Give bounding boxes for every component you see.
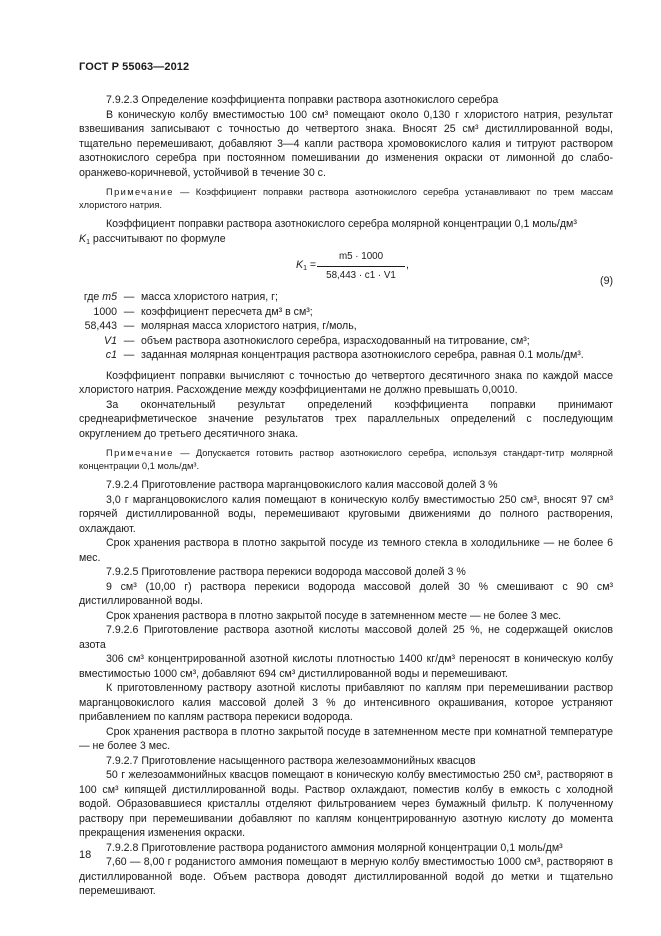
section-title: 7.9.2.4 Приготовление раствора марганцовокислого калия массовой долей 3 %: [106, 479, 498, 492]
section-title: 7.9.2.7 Приготовление насыщенного раствора железоаммонийных квасцов: [106, 754, 476, 767]
legend-row: [79, 334, 613, 349]
coefficient-symbol: K: [79, 232, 87, 245]
section-title: 7.9.2.8 Приготовление раствора роданистого аммония молярной концентрации 0,1 моль/дм³: [106, 841, 563, 854]
paragraph: За окончательный результат определений коэффициента поправки принимают среднеарифметическое значение результатов трех параллельных определений с последующим округлением до третьего десятичного знака.: [79, 398, 613, 440]
note: [79, 447, 613, 472]
legend-symbol-wrap: [79, 334, 117, 349]
page-number: 18: [79, 849, 92, 861]
paragraph: Срок хранения раствора в плотно закрытой посуде в затемненном месте — не более 3 мес.: [106, 609, 562, 622]
legend-symbol: c1: [105, 349, 117, 362]
legend-desc: объем раствора азотнокислого серебра, израсходованный на титрование, см³;: [141, 334, 530, 347]
legend-desc: коэффициент пересчета дм³ в см³;: [141, 305, 313, 318]
legend-symbol: m5: [102, 291, 117, 304]
section-title: 7.9.2.3 Определение коэффициента поправки раствора азотнокислого серебра: [106, 94, 499, 106]
formula-comma: ,: [406, 259, 409, 272]
legend-symbol: 1000: [93, 305, 117, 318]
paragraph: [79, 217, 613, 232]
document-header: ГОСТ Р 55063—2012: [79, 61, 190, 73]
legend-desc: масса хлористого натрия, г;: [141, 291, 278, 304]
legend-desc: заданная молярная концентрация раствора азотнокислого серебра, равная 0.1 моль/дм³.: [141, 349, 584, 362]
note-label: Примечание: [106, 187, 174, 197]
note-text: — Коэффициент поправки раствора азотнокислого серебра устанавливают по трем массам хлористого натрия.: [79, 187, 613, 210]
paragraph-text: рассчитывают по формуле: [89, 232, 226, 245]
section-title: 7.9.2.6 Приготовление раствора азотной кислоты массовой долей 25 %, не содержащей окислов азота: [79, 624, 613, 651]
legend-lead: [79, 290, 117, 305]
paragraph: 3,0 г марганцовокислого калия помещают в коническую колбу вместимостью 250 см³, вносят 97 см³ горячей дистиллированной воды, перемешивают круговыми движениями до полного растворения, охлаждают.: [79, 493, 613, 535]
note: [79, 186, 613, 211]
legend-dash: —: [123, 349, 135, 362]
formula-fraction: [317, 250, 405, 283]
legend-dash: —: [123, 320, 135, 333]
legend-dash: —: [123, 291, 135, 304]
legend-row: [79, 290, 613, 305]
legend-symbol: V1: [104, 334, 117, 347]
paragraph: 306 см³ концентрированной азотной кислоты плотностью 1400 кг/дм³ переносят в коническую колбу вместимостью 1000 см³, добавляют 694 см³ дистиллированной воды и перемешивают.: [79, 653, 613, 680]
formula-lhs: [296, 258, 316, 273]
formula-lhs-symbol: K: [296, 259, 304, 272]
legend-dash: —: [123, 334, 135, 347]
legend-symbol-wrap: [79, 348, 117, 363]
legend-dash: —: [123, 305, 135, 318]
paragraph: Коэффициент поправки вычисляют с точностью до четвертого десятичного знака по каждой массе хлористого натрия. Расхождение между коэффициентами не должно превышать 0,0010.: [79, 369, 613, 397]
paragraph: 7,60 — 8,00 г роданистого аммония помещают в мерную колбу вместимостью 1000 см³, растворяют в дистиллированной воде. Объем раствора доводят дистиллированной водой до метки и тщательно перемешивают.: [79, 856, 613, 898]
legend-row: [79, 348, 613, 363]
formula-denominator: 58,443 · c1 · V1: [326, 269, 396, 281]
legend-row: [79, 305, 613, 320]
coefficient-subscript: 1: [86, 238, 90, 246]
equation-number: (9): [600, 275, 613, 288]
paragraph: К приготовленному раствору азотной кислоты прибавляют по каплям при перемешивании раствор марганцовокислого калия массовой долей 3 % до интенсивного окрашивания, которое устраняют прибавлением по каплям раствора перекиси водорода.: [79, 682, 613, 724]
note-text: — Допускается готовить раствор азотнокислого серебра, используя стандарт-титр молярной концентрации 0,1 моль/дм³.: [79, 448, 613, 471]
paragraph: Срок хранения раствора в плотно закрытой посуде в затемненном месте при комнатной температуре — не более 3 мес.: [79, 725, 613, 753]
paragraph: 50 г железоаммонийных квасцов помещают в коническую колбу вместимостью 250 см³, растворяют в 100 см³ кипящей дистиллированной воды. Раствор охлаждают, поместив колбу в емкость с холодной водой. Образовавшиеся кристаллы отделяют фильтрованием через бумажный фильтр. К полученному раствору при перемешивании добавляют по каплям концентрированную азотную кислоту до момента прекращения изменения окраски.: [79, 769, 613, 840]
formula: [79, 248, 613, 288]
symbol-legend: [79, 290, 613, 363]
formula-numerator: m5 · 1000: [317, 250, 405, 267]
section-title: 7.9.2.5 Приготовление раствора перекиси водорода массовой долей 3 %: [106, 566, 466, 579]
paragraph: Срок хранения раствора в плотно закрытой посуде из темного стекла в холодильнике — не более 6 мес.: [79, 537, 613, 564]
where-word: где: [83, 291, 100, 304]
note-label: Примечание: [106, 448, 174, 459]
legend-symbol: 58,443: [84, 320, 117, 333]
formula-equals: =: [306, 259, 317, 272]
formula-lhs-subscript: 1: [303, 265, 307, 273]
paragraph: В коническую колбу вместимостью 100 см³ помещают около 0,130 г хлористого натрия, результат взвешивания записывают с точностью до четвертого знака. Вносят 25 см³ дистиллированной воды, тщательно перемешивают, добавляют 3—4 капли раствора хромовокислого калия и титруют раствором азотнокислого серебра при постоянном помешивании до изменения окраски от лимонной до слабо-оранжево-коричневой, устойчивой в течение 30 с.: [79, 108, 613, 179]
paragraph-text: Коэффициент поправки раствора азотнокислого серебра молярной концентрации 0,1 моль/дм³: [106, 218, 577, 231]
legend-desc: молярная масса хлористого натрия, г/моль,: [141, 320, 357, 333]
paragraph-continuation: [79, 232, 613, 247]
legend-row: [79, 319, 613, 334]
paragraph: 9 см³ (10,00 г) раствора перекиси водорода массовой долей 30 % смешивают с 90 см³ дистиллированной воды.: [79, 580, 613, 608]
page-body: [79, 93, 613, 899]
